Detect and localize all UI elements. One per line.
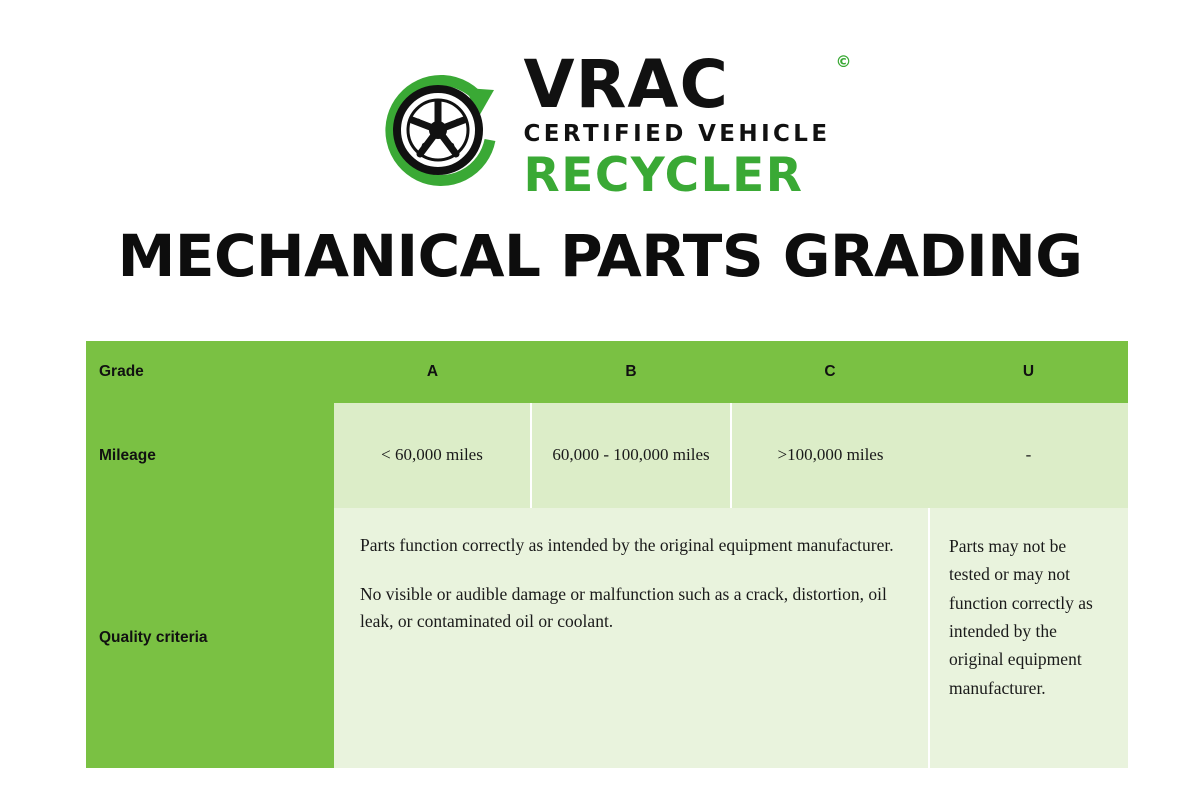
brand-logo [0, 46, 1200, 203]
cell-mileage-a: < 60,000 miles [334, 403, 531, 508]
cell-mileage-c: >100,000 miles [731, 403, 929, 508]
column-header-grade: Grade [86, 341, 334, 403]
cell-mileage-u: - [929, 403, 1128, 508]
logo-text [523, 46, 853, 203]
grading-table [86, 341, 1128, 768]
wheel-recycle-arrow-icon [370, 56, 510, 196]
column-header-c: C [731, 341, 929, 403]
logo-wordmark-text: VRAC [523, 46, 729, 123]
page-title: MECHANICAL PARTS GRADING [117, 222, 1083, 290]
column-header-a: A [334, 341, 531, 403]
logo-tagline: CERTIFIED VEHICLE [523, 121, 831, 147]
logo-recycler-word: RECYCLER [523, 148, 804, 203]
table-header-row [86, 341, 1128, 403]
cell-quality-u: Parts may not be tested or may not function correctly as intended by the original equipment manufacturer. [929, 508, 1128, 768]
cell-mileage-b: 60,000 - 100,000 miles [531, 403, 731, 508]
column-header-u: U [929, 341, 1128, 403]
table-row-mileage [86, 403, 1128, 508]
row-label-mileage: Mileage [86, 403, 334, 508]
table-row-quality-criteria [86, 508, 1128, 768]
copyright-icon: © [835, 52, 853, 71]
logo-wordmark [523, 46, 853, 123]
quality-paragraph-1: Parts function correctly as intended by the original equipment manufacturer. [360, 535, 894, 555]
column-header-b: B [531, 341, 731, 403]
row-label-quality-criteria: Quality criteria [86, 508, 334, 768]
logo-inner [370, 46, 853, 203]
cell-quality-abc [334, 508, 929, 768]
quality-paragraph-2: No visible or audible damage or malfunction such as a crack, distortion, oil leak, or contaminated oil or coolant. [360, 584, 887, 632]
